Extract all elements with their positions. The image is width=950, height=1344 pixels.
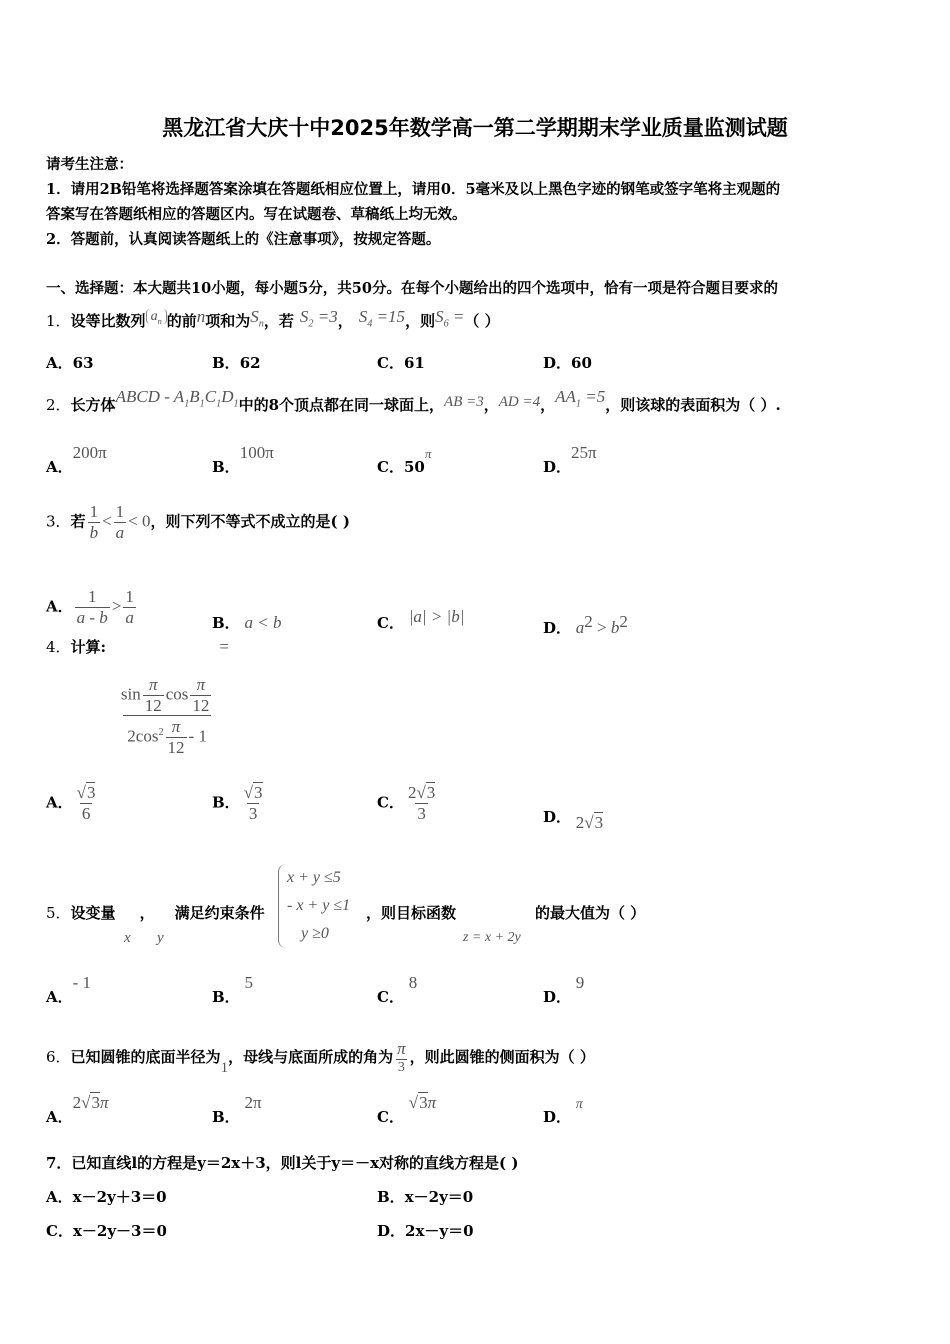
q6-text-1: 已知圆锥的底面半径为 (70, 1047, 221, 1066)
q1-text-4: ，若 (263, 312, 294, 330)
q5-constraints: x + y ≤5 - x + y ≤1 y ≥0 (278, 864, 350, 948)
q1-text-3: 项和为 (205, 312, 251, 330)
q3-option-c: C． |a| > |b| (377, 607, 465, 632)
q3-zero: < 0 (128, 511, 151, 531)
q3-text-2: ，则下列不等式不成立的是( ) (150, 512, 350, 531)
notes-line-2: 答案写在答题纸相应的答题区内。写在试题卷、草稿纸上均无效。 (46, 206, 467, 223)
q3-option-d: D． $a^2 > b^2$ (543, 612, 628, 637)
q4-option-a: A． $\frac{√3}{6}$ (46, 783, 96, 823)
question-2: 2．长方体ABCD - $A_1B_1C_1D_1$中的8个顶点都在同一球面上，AB =3，AD =4，$AA_1 =5$，则该球的表面积为（ ）. (46, 387, 781, 414)
q2-option-c: C．50π (377, 446, 432, 476)
question-3: 3．若 $\frac{1}{b}$ < $\frac{1}{a}$ < 0，则下列不等式不成立的是( ) (46, 502, 350, 542)
q2-text-1: 长方体 (70, 396, 116, 414)
q1-ask: $S_6$ = (435, 307, 465, 330)
q2-number: 2． (46, 396, 71, 414)
q1-cond-1: $S_2 =3$ (299, 307, 338, 330)
q5-number: 5． (46, 904, 71, 922)
q5-text-4: 的最大值为（ ） (535, 904, 646, 922)
q3-frac-1b: $\frac{1}{b}$ (89, 502, 99, 542)
q6-text-3: ，则此圆锥的侧面积为（ ） (409, 1047, 595, 1066)
q2-option-a: A．200π (46, 443, 107, 476)
question-7: 7．已知直线l的方程是y＝2x＋3，则l关于y＝－x对称的直线方程是( ) (46, 1154, 519, 1172)
section-heading: 一、选择题：本大题共10小题，每小题5分，共50分。在每个小题给出的四个选项中，恰有一项是符合题目要求的 (46, 280, 778, 297)
q6-radius: 1 (220, 1059, 229, 1076)
q3-option-a: A． $\frac{1}{a - b}$ > $\frac{1}{a}$ (46, 587, 134, 627)
q5-y: y (157, 930, 164, 946)
q1-number: 1． (46, 312, 71, 330)
question-6 (46, 1040, 595, 1076)
q1-cond-2: $S_4 =15$ (358, 307, 406, 330)
question-4: 4．计算: sin $\frac{\pi}{12}$ cos $\frac{\pi}{12}$ $2\cos^2$ $\frac{\pi}{12}$ - 1 = (46, 637, 229, 757)
q5-text-3: ，则目标函数 (366, 904, 457, 922)
q2-option-d: D．25π (543, 443, 597, 476)
q2-text-2: 中的8个顶点都在同一球面上， (238, 396, 445, 414)
q5-objective: z = x + 2y (463, 930, 521, 945)
q4-option-b: B． $\frac{√3}{3}$ (212, 783, 263, 823)
q1-sn: $S_n$ (250, 307, 264, 330)
q7-option-a: A．x－2y＋3＝0 (46, 1188, 167, 1206)
q7-option-d: D．2x－y＝0 (377, 1222, 474, 1240)
q6-option-d: D． π (543, 1097, 583, 1126)
notes-line-1: 1．请用2B铅笔将选择题答案涂填在答题纸相应位置上，请用0．5毫米及以上黑色字迹的钢笔或签字笔将主观题的 (46, 181, 781, 198)
q1-option-a: A．63 (46, 354, 94, 372)
q2-box: ABCD - $A_1B_1C_1D_1$ (115, 387, 239, 410)
q6-option-c: C． √3π (377, 1093, 437, 1126)
q2-aa: $AA_1 =5$ (555, 387, 606, 410)
q4-number: 4． (46, 638, 71, 656)
q5-x: x (124, 930, 131, 946)
q3-frac-1a: $\frac{1}{a}$ (115, 502, 125, 542)
q7-option-c: C．x－2y－3＝0 (46, 1222, 167, 1240)
q2-option-b: B．100π (212, 443, 274, 476)
q6-option-a: A．2√3π (46, 1093, 109, 1126)
q1-text-2: 的前 (166, 312, 197, 330)
q4-expression: sin $\frac{\pi}{12}$ cos $\frac{\pi}{12}$ $2\cos^2$ $\frac{\pi}{12}$ - 1 (120, 675, 210, 757)
q1-option-d: D．60 (543, 354, 592, 372)
q5-option-a: A．- 1 (46, 973, 92, 1006)
q6-number: 6． (46, 1047, 71, 1066)
q3-option-b: B． a < b (212, 613, 282, 632)
q5-option-b: B． 5 (212, 973, 253, 1006)
q1-option-c: C．61 (377, 354, 425, 372)
q3-text-1: 若 (70, 512, 86, 531)
q4-option-c: C． $\frac{2√3}{3}$ (377, 783, 436, 823)
q6-angle: $\frac{\pi}{3}$ (397, 1039, 406, 1075)
q2-ad: AD =4 (498, 394, 541, 410)
q4-text-1: 计算: (70, 638, 107, 656)
notes-heading: 请考生注意： (46, 156, 133, 173)
q1-n: n (196, 307, 206, 326)
q3-number: 3． (46, 512, 71, 531)
q1-text-5: ，则 (405, 312, 436, 330)
q5-text-2: 满足约束条件 (174, 904, 265, 922)
q6-option-b: B． 2π (212, 1093, 262, 1126)
q1-option-b: B．62 (212, 354, 261, 372)
page-title: 黑龙江省大庆十中2025年数学高一第二学期期末学业质量监测试题 (162, 116, 788, 140)
q1-paren: （ ） (464, 312, 500, 330)
notes-line-3: 2．答题前，认真阅读答题纸上的《注意事项》，按规定答题。 (46, 231, 441, 248)
q5-option-c: C． 8 (377, 973, 418, 1006)
q4-option-d: D． 2√3 (543, 808, 604, 832)
q6-text-2: ，母线与底面所成的角为 (228, 1047, 394, 1066)
q5-line: 5．设变量 ， 满足约束条件 (46, 904, 265, 922)
question-1: 1．设等比数列 $a_n$ 的前n项和为$S_n$，若 $S_2 =3$， $S_4 =15$，则$S_6$ =（ ） (46, 307, 500, 330)
q2-text-3: ，则该球的表面积为（ ）. (605, 396, 781, 414)
q7-option-b: B．x－2y＝0 (377, 1188, 474, 1206)
q1-sequence: $a_n$ (146, 309, 167, 324)
q1-text-1: 设等比数列 (70, 312, 146, 330)
q5-option-d: D． 9 (543, 973, 585, 1006)
q2-ab: AB =3 (444, 394, 484, 410)
q5-text-1: 设变量 (70, 904, 116, 922)
